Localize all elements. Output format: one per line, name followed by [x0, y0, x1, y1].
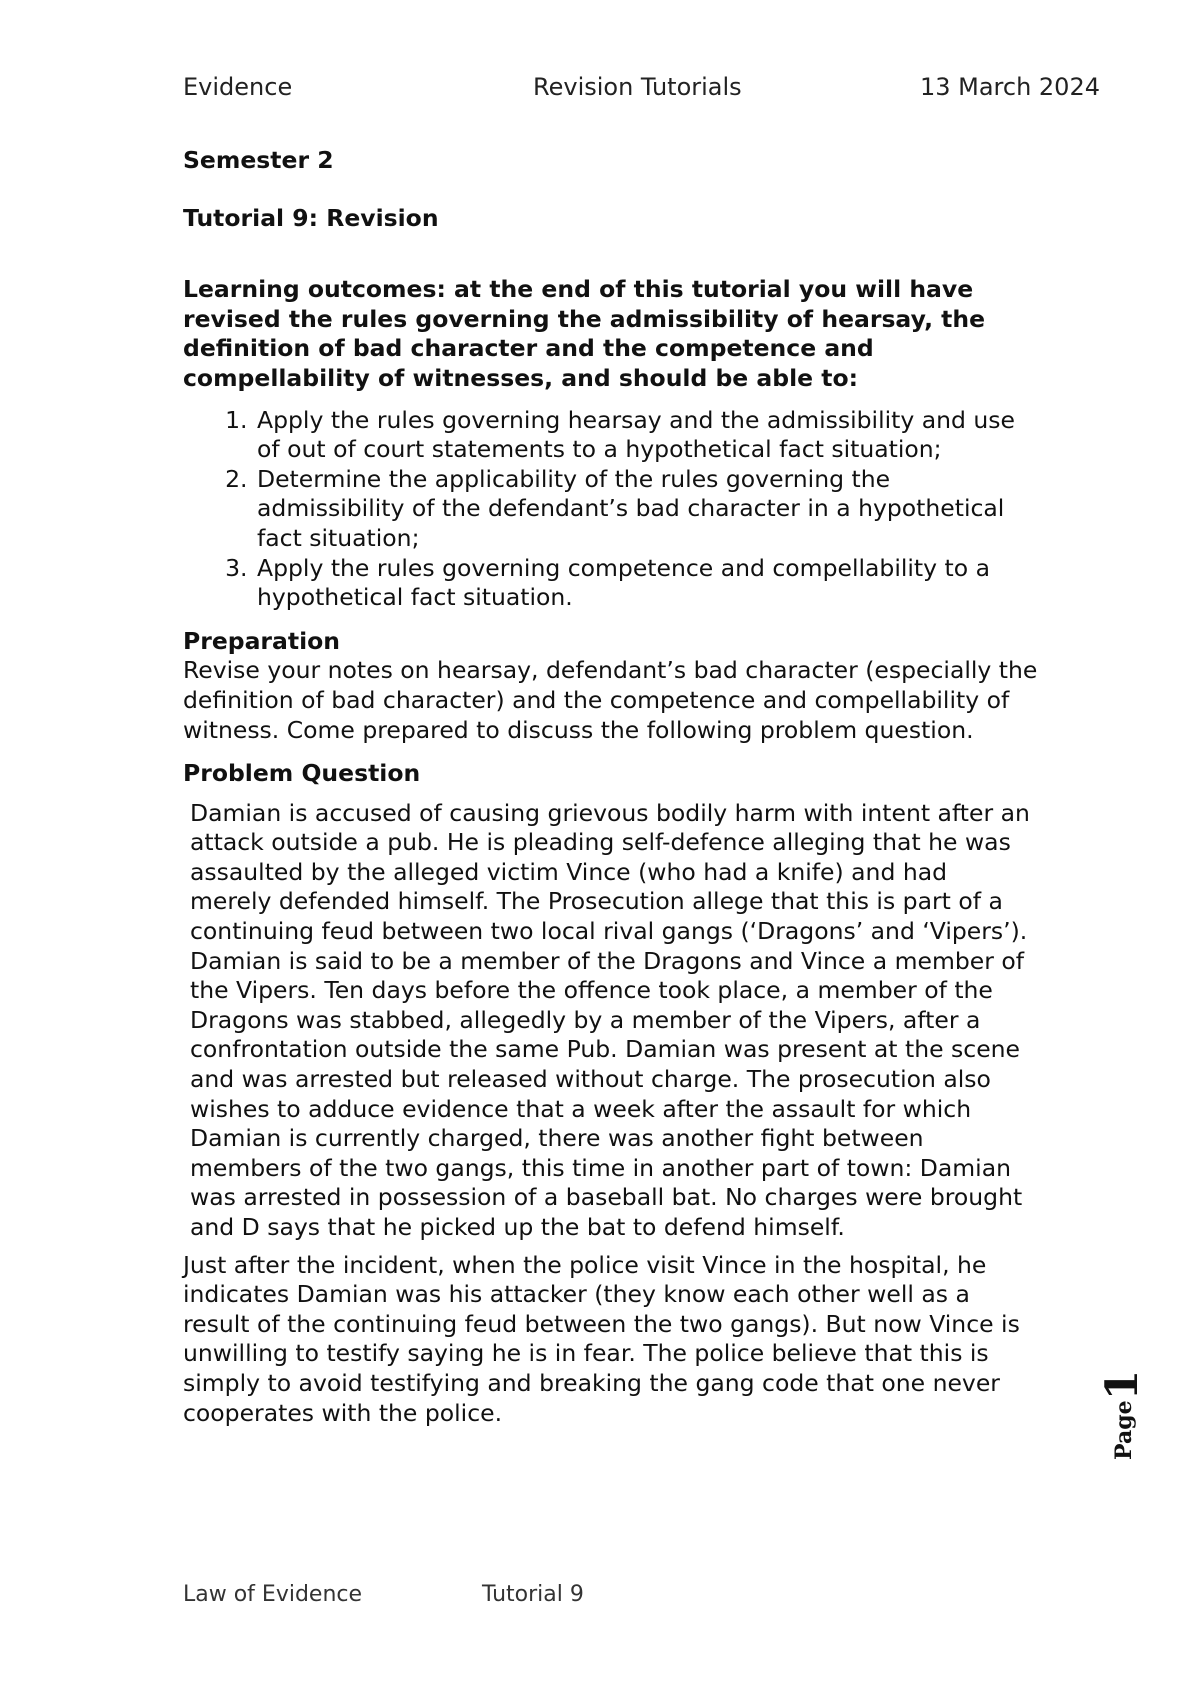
outcome-item: 1. Apply the rules governing hearsay and the admissibility and use of out of court statements to a hypothetical fact situation; [255, 406, 1043, 465]
page-footer [183, 1582, 683, 1612]
problem-question-paragraph-1: Damian is accused of causing grievous bodily harm with intent after an attack outside a pub. He is pleading self-defence alleging that he was assaulted by the alleged victim Vince (who had a knife) and had merely defended himself. The Prosecution allege that this is part of a continuing feud between two local rival gangs (‘Dragons’ and ‘Vipers’). Damian is said to be a member of the Dragons and Vince a member of the Vipers. Ten days before the offence took place, a member of the Dragons was stabbed, allegedly by a member of the Vipers, after a confrontation outside the same Pub. Damian was present at the scene and was arrested but released without charge. The prosecution also wishes to adduce evidence that a week after the assault for which Damian is currently charged, there was another fight between members of the two gangs, this time in another part of town: Damian was arrested in possession of a baseball bat. No charges were brought and D says that he picked up the bat to defend himself. [190, 798, 1030, 1241]
semester-heading: Semester 2 [183, 146, 334, 174]
problem-question-heading: Problem Question [183, 759, 421, 788]
learning-outcomes-intro: Learning outcomes: at the end of this tutorial you will have revised the rules governing the admissibility of hearsay, the definition of bad character and the competence and compellability of witnesses, and should be able to: [183, 275, 986, 392]
header-subject: Evidence [183, 73, 293, 101]
page-label: Page [1111, 1400, 1137, 1460]
page-number: 1 [1097, 1369, 1148, 1401]
header-title: Revision Tutorials [533, 73, 742, 101]
preparation-heading: Preparation [183, 626, 341, 655]
learning-outcomes-list [183, 406, 1043, 613]
footer-course: Law of Evidence [183, 1582, 363, 1607]
document-body [183, 146, 1043, 1428]
problem-question-paragraph-2: Just after the incident, when the police visit Vince in the hospital, he indicates Damian was his attacker (they know each other well as a result of the continuing feud between the two gangs). But now Vince is unwilling to testify saying he is in fear. The police believe that this is simply to avoid testifying and breaking the gang code that one never cooperates with the police. [183, 1250, 1020, 1427]
page-header [183, 73, 1100, 103]
outcome-item: 2. Determine the applicability of the rules governing the admissibility of the defendant’s bad character in a hypothetical fact situation; [255, 465, 1043, 554]
header-date: 13 March 2024 [919, 73, 1100, 101]
preparation-text: Revise your notes on hearsay, defendant’s bad character (especially the definition of bad character) and the competence and compellability of witness. Come prepared to discuss the following problem question. [183, 656, 1038, 744]
outcome-item: 3. Apply the rules governing competence and compellability to a hypothetical fact situation. [255, 554, 1043, 613]
page-number-marker [1097, 1370, 1148, 1460]
footer-tutorial: Tutorial 9 [482, 1582, 584, 1607]
tutorial-title: Tutorial 9: Revision [183, 203, 439, 232]
